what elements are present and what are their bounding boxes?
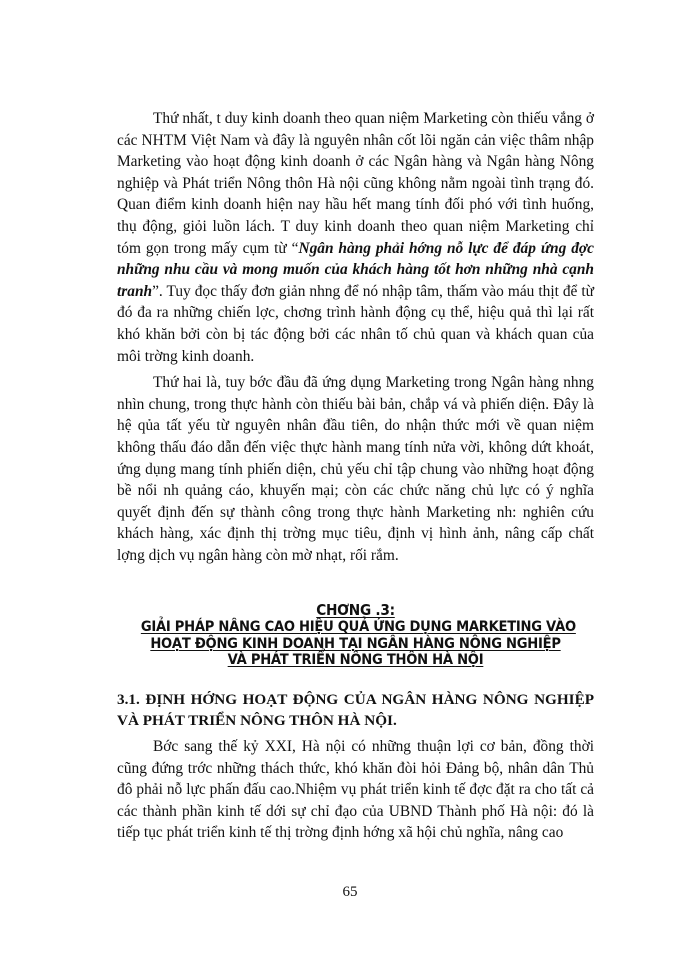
chapter-title-line-1: GIẢI PHÁP NÂNG CAO HIỆU QUẢ ỨNG DỤNG MARKETING VÀO	[140, 618, 576, 636]
chapter-number: CHƠNG .3:	[316, 601, 395, 620]
paragraph-second-reason: Thứ hai là, tuy bớc đầu đã ứng dụng Marketing trong Ngân hàng nhng nhìn chung, trong thực hành còn thiếu bài bản, chắp vá và phiến diện. Đây là hệ qủa tất yếu từ nguyên nhân đầu tiên, do nhận thức mới về quan niệm không thấu đáo dẫn đến việc thực hành mang tính nửa vời, không dứt khoát, ứng dụng mang tính phiến diện, chủ yếu chỉ tập chung vào những hoạt động bề nổi nh quảng cáo, khuyến mại; còn các chức năng chủ lực có ý nghĩa quyết định đến sự thành công trong thực hành Marketing nh: nghiên cứu khách hàng, xác định thị trờng mục tiêu, định vị hình ảnh, nâng cấp chất lợng dịch vụ ngân hàng còn mờ nhạt, rối rắm.	[117, 374, 594, 564]
paragraph-first-reason-text-a: Thứ nhất, t duy kinh doanh theo quan niệm Marketing còn thiếu vắng ở các NHTM Việt Nam và đây là nguyên nhân cốt lõi ngăn cản việc thâm nhập Marketing vào hoạt động kinh doanh ở các Ngân hàng và Ngân hàng Nông nghiệp và Phát triển Nông thôn Hà nội cũng không nằm ngoài tình trạng đó. Quan điểm kinh doanh hiện nay hầu hết mang tính đối phó với tình huống, thụ động, giỏi luồn lách. T duy kinh doanh theo quan niệm Marketing chỉ tóm gọn trong mấy cụm từ “	[117, 110, 594, 257]
chapter-title-line-2: HOẠT ĐỘNG KINH DOANH TẠI NGÂN HÀNG NÔNG NGHIỆP	[150, 634, 561, 652]
paragraph-first-reason	[117, 108, 594, 367]
section-heading: 3.1. ĐỊNH HỚNG HOẠT ĐỘNG CỦA NGÂN HÀNG NÔNG NGHIỆP VÀ PHÁT TRIỂN NÔNG THÔN HÀ NỘI.	[117, 690, 594, 730]
page-number: 65	[342, 884, 358, 900]
chapter-title-line-3: VÀ PHÁT TRIỂN NÔNG THÔN HÀ NỘI	[227, 651, 484, 669]
paragraph-first-reason-quote: Ngân hàng phải hớng nỗ lực để đáp ứng đợc những nhu cầu và mong muốn của khách hàng tốt hơn những nhà cạnh tranh	[117, 239, 595, 300]
paragraph-first-reason-text-b: ”. Tuy đọc thấy đơn giản nhng để nó nhập tâm, thấm vào máu thịt để từ đó đa ra những chiến lợc, chơng trình hành động cụ thể, hiệu quả thì lại rất khó khăn bởi còn bị tác động bởi các nhân tố chủ quan và khách quan của môi trờng kinh doanh.	[117, 282, 594, 365]
document-page	[117, 108, 594, 844]
paragraph-section-intro: Bớc sang thế kỷ XXI, Hà nội có những thuận lợi cơ bản, đồng thời cũng đứng trớc những thách thức, khó khăn đòi hỏi Đảng bộ, nhân dân Thủ đô phải nỗ lực phấn đấu cao.Nhiệm vụ phát triển kinh tế đợc đặt ra cho tất cả các thành phần kinh tế dới sự chỉ đạo của UBND Thành phố Hà nội: đó là tiếp tục phát triển kinh tế thị trờng định hớng xã hội chủ nghĩa, nâng cao	[117, 738, 594, 842]
chapter-title	[140, 601, 576, 669]
